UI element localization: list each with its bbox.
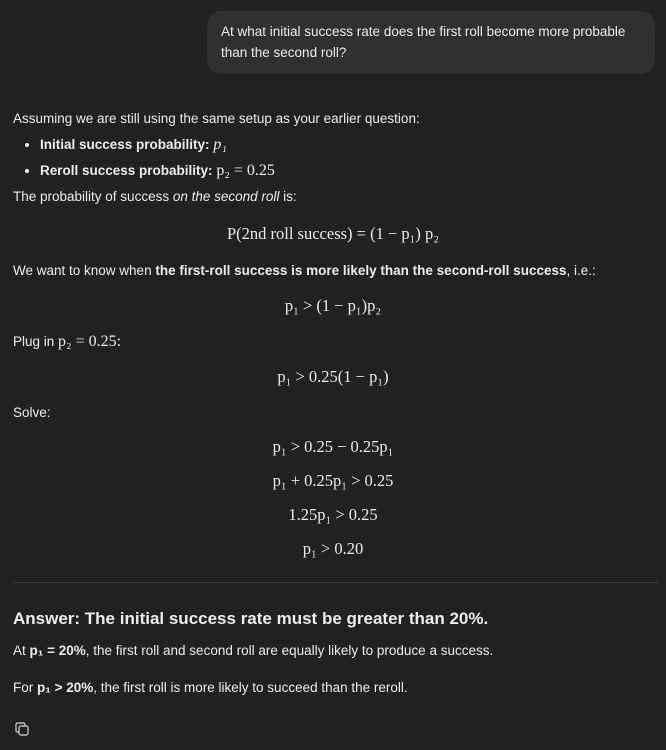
solve-label: Solve: (13, 405, 51, 420)
bullet-math: p₂ = 0.25 (216, 162, 275, 179)
equal-likelihood-text: At p₁ = 20%, the first roll and second roll are equally likely to produce a success. (13, 643, 494, 658)
probability-intro: The probability of success on the second roll is: (13, 189, 297, 204)
user-message-text: At what initial success rate does the first roll become more probable than the second roll? (221, 24, 626, 60)
equation-second-roll: P(2nd roll success) = (1 − p₁) p₂ (226, 224, 440, 243)
list-item (40, 160, 653, 182)
greater-likelihood-text: For p₁ > 20%, the first roll is more likely to succeed than the reroll. (13, 680, 408, 695)
user-message-bubble (207, 11, 655, 74)
bullet-math: p₁ (213, 136, 227, 153)
solve-step: p₁ > 0.25 − 0.25p₁ (272, 437, 394, 456)
solve-step: p₁ > 0.20 (302, 539, 364, 558)
plug-in-text: Plug in p₂ = 0.25: (13, 333, 122, 350)
answer-heading: Answer: The initial success rate must be greater than 20%. (13, 609, 489, 628)
divider (13, 582, 658, 583)
solve-step: p₁ + 0.25p₁ > 0.25 (272, 471, 394, 490)
solve-step: 1.25p₁ > 0.25 (288, 505, 378, 524)
copy-icon[interactable] (14, 721, 30, 737)
intro-text: Assuming we are still using the same setup as your earlier question: (13, 111, 420, 126)
setup-list (13, 134, 653, 182)
bullet-label: Initial success probability: (40, 137, 210, 152)
want-text: We want to know when the first-roll success is more likely than the second-roll success, i.e.: (13, 263, 596, 278)
equation-plugged: p₁ > 0.25(1 − p₁) (277, 367, 389, 386)
bullet-label: Reroll success probability: (40, 163, 213, 178)
list-item (40, 134, 653, 156)
equation-inequality: p₁ > (1 − p₁)p₂ (284, 296, 382, 315)
assistant-response (13, 108, 653, 208)
